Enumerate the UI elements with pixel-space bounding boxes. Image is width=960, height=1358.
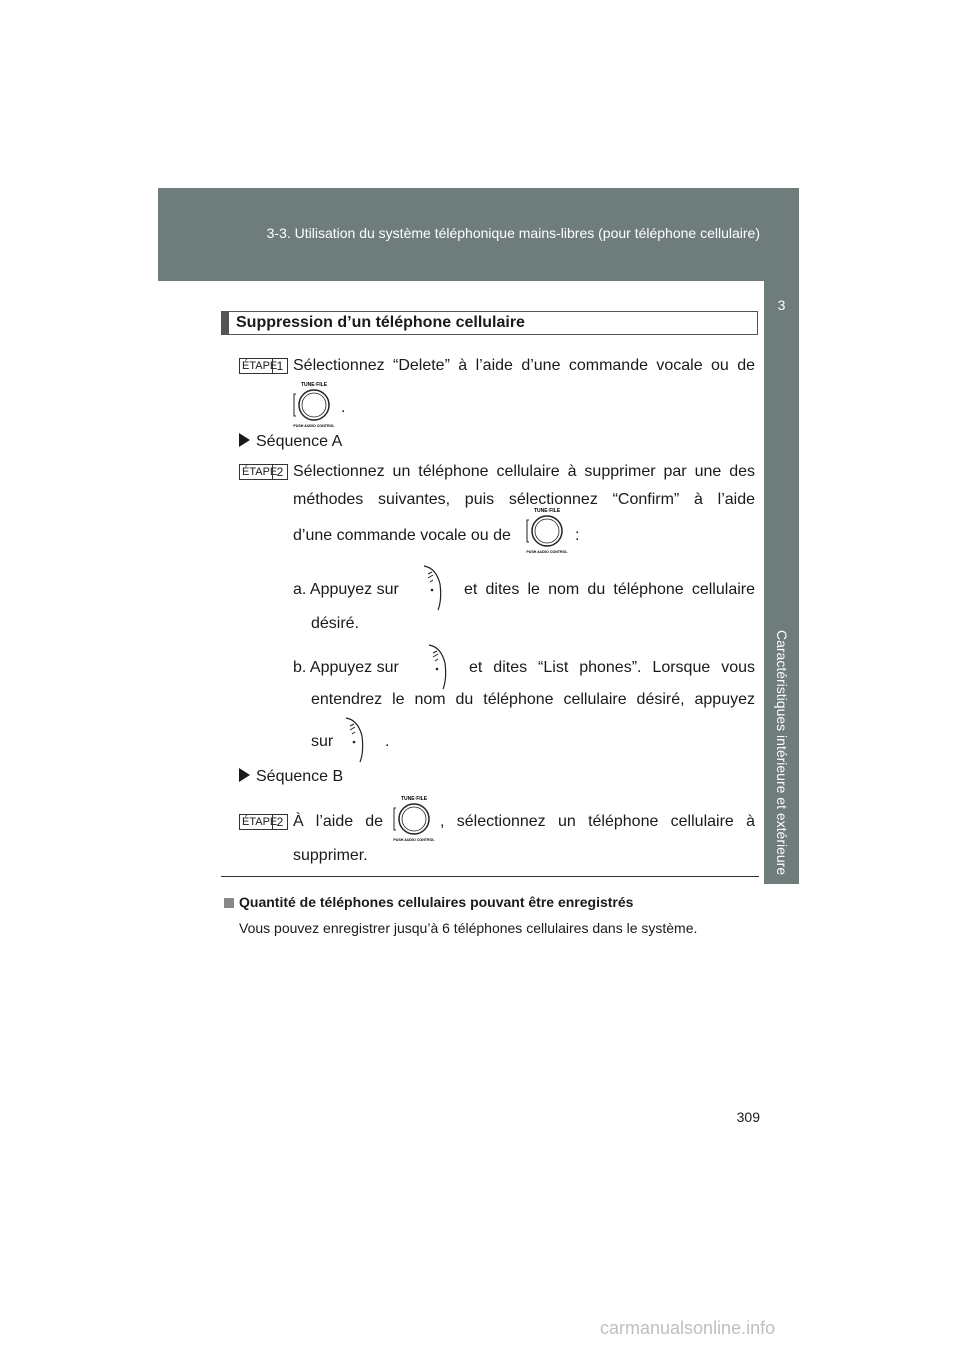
tune-file-knob-icon [521,506,571,556]
option-b-line2: entendrez le nom du téléphone cellulaire désiré, appuyez [311,691,755,708]
option-b-line3-prefix: sur [311,733,334,750]
option-a-suffix: et dites le nom du téléphone cellulaire [464,581,755,598]
section-title: Suppression d’un téléphone cellulaire [236,314,525,331]
tune-file-knob-icon [388,794,438,844]
note-title: Quantité de téléphones cellulaires pouvant être enregistrés [239,894,634,910]
knob-top-label: TUNE·FILE [400,796,428,802]
knob-bottom-label: PUSH AUDIO CONTROL [393,838,435,842]
talk-switch-icon [425,643,455,691]
step-badge-label: ÉTAPE [242,816,278,828]
step-badge-1 [239,358,288,374]
option-b-line3-suffix: . [385,733,390,750]
knob-bottom-label: PUSH AUDIO CONTROL [526,550,568,554]
option-b-prefix: b. Appuyez sur [293,659,399,676]
knob-top-label: TUNE·FILE [300,382,328,388]
step2a-text-colon: : [575,527,580,544]
chapter-breadcrumb: 3-3. Utilisation du système téléphonique mains-libres (pour téléphone cellulaire) [266,225,760,241]
talk-switch-icon [420,564,450,612]
triangle-bullet-icon [239,433,250,447]
talk-switch-icon [342,716,372,764]
square-bullet-icon [224,898,234,908]
chapter-number: 3 [777,297,786,313]
step2b-suffix: , sélectionnez un téléphone cellulaire à [440,813,755,830]
sequence-b-heading [239,767,343,787]
knob-bottom-label: PUSH AUDIO CONTROL [293,424,335,428]
step-badge-label: ÉTAPE [242,466,278,478]
option-b-suffix: et dites “List phones”. Lorsque vous [469,659,755,676]
chapter-side-label [764,630,799,890]
step-badge-number: 2 [272,815,287,829]
step-badge-2a [239,464,288,480]
sequence-b-label: Séquence B [256,768,344,785]
chapter-title-vertical: Caractéristiques intérieure et extérieure [774,630,790,876]
header-band [158,188,799,281]
watermark: carmanualsonline.info [600,1318,776,1338]
knob-top-label: TUNE·FILE [533,508,561,514]
section-divider [221,876,759,877]
step-badge-number: 1 [272,359,287,373]
step2a-text-line3: d’une commande vocale ou de [293,527,511,544]
step2b-prefix: À l’aide de [293,813,383,830]
step2b-line2: supprimer. [293,847,368,864]
step2a-text-line2: méthodes suivantes, puis sélectionnez “Confirm” à l’aide [293,491,755,508]
section-heading-bar [222,312,229,334]
option-a-line2: désiré. [311,615,360,632]
step-badge-label: ÉTAPE [242,360,278,372]
sequence-a-label: Séquence A [256,433,343,450]
page-number: 309 [736,1109,760,1125]
step1-text-line1: Sélectionnez “Delete” à l’aide d’une commande vocale ou de [293,357,755,374]
step1-text-suffix: . [341,399,346,416]
tune-file-knob-icon [288,380,338,430]
note-text: Vous pouvez enregistrer jusqu’à 6 téléphones cellulaires dans le système. [239,920,698,936]
triangle-bullet-icon [239,768,250,782]
step-badge-2b [239,814,288,830]
step-badge-number: 2 [272,465,287,479]
step2a-text-line1: Sélectionnez un téléphone cellulaire à supprimer par une des [293,463,755,480]
option-a-prefix: a. Appuyez sur [293,581,399,598]
sequence-a-heading [239,432,342,452]
section-heading-box [221,311,758,335]
